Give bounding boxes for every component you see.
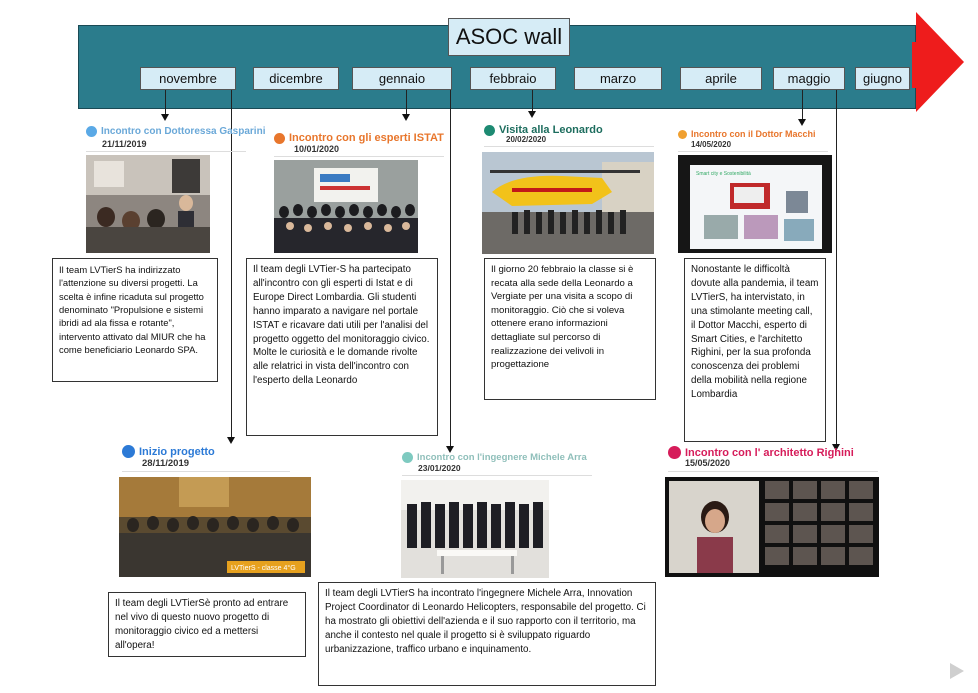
photo-caption: LVTierS - classe 4°G	[231, 565, 296, 572]
event-date-righini: 15/05/2020	[685, 458, 731, 468]
event-title-leonardo: Visita alla Leonardo	[484, 124, 603, 136]
photo-leonardo	[482, 152, 654, 254]
event-dot-icon	[678, 130, 687, 139]
connector-gasparini	[165, 90, 166, 115]
next-slide-arrow-icon[interactable]	[950, 663, 964, 679]
event-date-leonardo: 20/02/2020	[506, 135, 547, 144]
meeting-photo-image	[401, 480, 549, 578]
event-dot-icon	[122, 445, 135, 458]
event-dot-icon	[668, 446, 681, 459]
photo-righini	[665, 477, 879, 577]
note-istat: Il team degli LVTier-S ha partecipato all'incontro con gli esperti di Istat e di Europe Direct Lombardia. Gli studenti hanno imparato a navigare nel portale ISTAT e ricavare dati utili per l'analisi del progetto oggetto del monitoraggio civico. Molte le curiosità e le domande rivolte alle relatrici in vista dell'incontro con l'esperto della Leonardo	[246, 258, 438, 436]
event-title-macchi: Incontro con il Dottor Macchi	[678, 129, 816, 139]
note-gasparini: Il team LVTierS ha indirizzato l'attenzione su diversi progetti. La scelta è infine ricaduta sul progetto denominato "Propulsione e sistemi ibridi ad ala fissa e rotante", intervento attivato dal MIUR che ha come beneficiario Leonardo SPA.	[52, 258, 218, 382]
event-dot-icon	[86, 126, 97, 137]
event-title-righini: Incontro con l' architetto Righini	[668, 446, 854, 459]
connector-macchi	[802, 90, 803, 120]
event-divider	[668, 471, 878, 472]
autumn-group-photo-image	[119, 477, 311, 577]
event-divider	[678, 151, 828, 152]
slide-heading: Smart city e Sostenibilità	[696, 171, 751, 177]
wall-title: ASOC wall	[448, 18, 570, 56]
video-call-grid-image	[665, 477, 879, 577]
helicopter-photo-image	[482, 152, 654, 254]
month-dicembre: dicembre	[253, 67, 339, 90]
photo-istat	[274, 160, 418, 253]
event-divider	[274, 156, 444, 157]
event-title-istat: Incontro con gli esperti ISTAT	[274, 132, 444, 144]
connector-leonardo	[532, 90, 533, 112]
timeline-arrow-head	[916, 12, 964, 112]
month-novembre: novembre	[140, 67, 236, 90]
photo-inizio	[119, 477, 311, 577]
arrowhead-leonardo	[528, 111, 536, 118]
photo-macchi	[678, 155, 832, 253]
event-title-gasparini: Incontro con Dottoressa Gasparini	[86, 126, 265, 137]
event-dot-icon	[484, 125, 495, 136]
month-marzo: marzo	[574, 67, 662, 90]
event-title-inizio: Inizio progetto	[122, 445, 215, 458]
group-photo-image	[274, 160, 418, 253]
note-macchi: Nonostante le difficoltà dovute alla pandemia, il team LVTierS, ha intervistato, in una stimolante meeting call, il Dottor Macchi, esperto di Smart Cities, e l'architetto Righini, per la sua profonda conoscenza dei problemi della mobilità nella regione Lombardia	[684, 258, 826, 442]
month-maggio: maggio	[773, 67, 845, 90]
event-divider	[402, 475, 592, 476]
event-title-arra: Incontro con l'ingegnere Michele Arra	[402, 452, 587, 463]
event-dot-icon	[402, 452, 413, 463]
note-inizio: Il team degli LVTierSè pronto ad entrare nel vivo di questo nuovo progetto di monitoraggio civico ed a mettersi all'opera!	[108, 592, 306, 657]
event-dot-icon	[274, 133, 285, 144]
note-arra: Il team degli LVTierS ha incontrato l'ingegnere Michele Arra, Innovation Project Coordinator di Leonardo Helicopters, responsabile del progetto. Ci ha mostrato gli obiettivi dell'azienda e il suo rapporto con il territorio, ma anche il contesto nel quale il progetto si è sviluppato riguardo urbanizzazione, traffico urbano e inquinamento.	[318, 582, 656, 686]
month-aprile: aprile	[680, 67, 762, 90]
connector-inizio	[231, 90, 232, 438]
arrowhead-inizio	[227, 437, 235, 444]
event-date-istat: 10/01/2020	[294, 144, 340, 154]
event-date-arra: 23/01/2020	[418, 463, 461, 473]
event-date-macchi: 14/05/2020	[691, 140, 732, 149]
arrowhead-macchi	[798, 119, 806, 126]
month-gennaio: gennaio	[352, 67, 452, 90]
event-date-inizio: 28/11/2019	[142, 458, 190, 469]
event-divider	[122, 471, 290, 472]
arrowhead-istat	[402, 114, 410, 121]
photo-arra	[401, 480, 549, 578]
note-leonardo: Il giorno 20 febbraio la classe si è recata alla sede della Leonardo a Vergiate per una visita a scopo di monitoraggio. Ciò che si voleva ottenere erano informazioni dettagliate sul percorso di realizzazione dei velivoli in progettazione	[484, 258, 656, 400]
event-divider	[86, 151, 246, 152]
connector-istat	[406, 90, 407, 115]
month-giugno: giugno	[855, 67, 910, 90]
classroom-photo-image	[86, 155, 210, 253]
event-date-gasparini: 21/11/2019	[102, 139, 147, 149]
photo-gasparini	[86, 155, 210, 253]
slide-screenshot-image	[678, 155, 832, 253]
connector-righini	[836, 90, 837, 445]
month-febbraio: febbraio	[470, 67, 556, 90]
arrowhead-gasparini	[161, 114, 169, 121]
connector-arra	[450, 90, 451, 447]
event-divider	[484, 146, 654, 147]
